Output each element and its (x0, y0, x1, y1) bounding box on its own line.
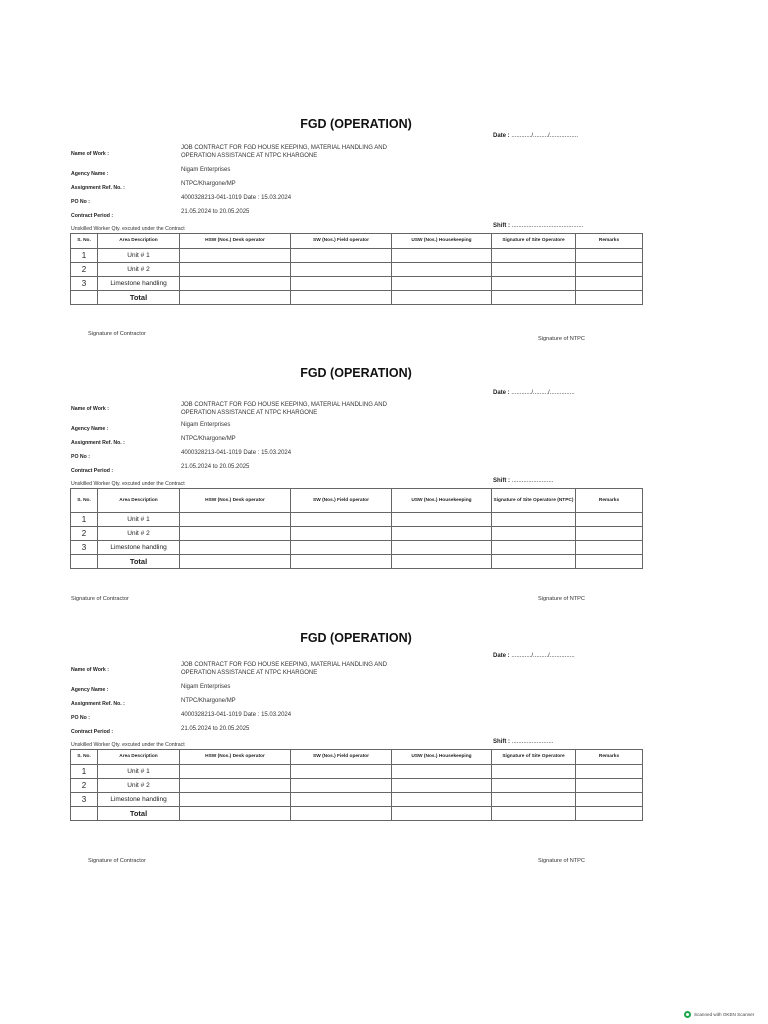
form-title: FGD (OPERATION) (300, 366, 412, 380)
row-sno: 1 (71, 249, 98, 263)
name-of-work-label: Name of Work : (71, 667, 109, 673)
po-value: 4000328213-041-1019 Date : 15.03.2024 (181, 712, 292, 718)
name-of-work-label: Name of Work : (71, 151, 109, 157)
hsw-cell[interactable] (180, 277, 291, 291)
signature-ntpc: Signature of NTPC (538, 336, 585, 342)
row-area: Limestone handling (98, 541, 180, 555)
table-row (71, 263, 643, 277)
table-row (71, 765, 643, 779)
row-area: Unit # 1 (98, 513, 180, 527)
header-sw: SW (Nos.) Field operator (291, 234, 392, 249)
period-value: 21.05.2024 to 20.05.2025 (181, 726, 250, 732)
row-area: Limestone handling (98, 277, 180, 291)
total-label: Total (98, 555, 180, 569)
shift-field (493, 223, 583, 229)
header-sign: Signature of Site Operatore (NTPC) (492, 489, 576, 513)
table-row (71, 249, 643, 263)
shift-label: Shift : (493, 739, 510, 745)
header-area: Area Description (98, 234, 180, 249)
usw-cell[interactable] (392, 513, 492, 527)
total-label: Total (98, 807, 180, 821)
header-remarks: Remarks (576, 234, 643, 249)
signature-ntpc: Signature of NTPC (538, 596, 585, 602)
signature-ntpc: Signature of NTPC (538, 858, 585, 864)
period-value: 21.05.2024 to 20.05.2025 (181, 209, 250, 215)
period-label: Contract Period : (71, 729, 114, 735)
remarks-total-cell[interactable] (576, 291, 643, 305)
sw-cell[interactable] (291, 541, 392, 555)
period-label: Contract Period : (71, 468, 114, 474)
total-blank (71, 555, 98, 569)
total-blank (71, 291, 98, 305)
unskilled-note: Unskilled Worker Qty. excuted under the Contract (71, 481, 185, 487)
sign-cell[interactable] (492, 793, 576, 807)
header-sign: Signature of Site Operatore (492, 234, 576, 249)
shift-blank: ......................... (511, 478, 554, 484)
name-of-work-line-2: OPERATION ASSISTANCE AT NTPC KHARGONE (181, 669, 318, 676)
shift-label: Shift : (493, 478, 510, 484)
shift-field (493, 739, 553, 745)
po-label: PO No : (71, 199, 91, 205)
sw-cell[interactable] (291, 513, 392, 527)
agency-label: Agency Name : (71, 426, 109, 432)
sw-cell[interactable] (291, 527, 392, 541)
table-row (71, 277, 643, 291)
row-sno: 2 (71, 527, 98, 541)
sw-total-cell[interactable] (291, 807, 392, 821)
header-hsw: HSW (Nos.) Desk operator (180, 489, 291, 513)
sw-total-cell[interactable] (291, 555, 392, 569)
table-row (71, 793, 643, 807)
sign-cell[interactable] (492, 277, 576, 291)
usw-cell[interactable] (392, 793, 492, 807)
agency-value: Nigam Enterprises (181, 422, 231, 428)
total-blank (71, 807, 98, 821)
scanner-watermark (684, 1011, 754, 1018)
assignment-label: Assignment Ref. No. : (71, 185, 125, 191)
remarks-total-cell[interactable] (576, 555, 643, 569)
sign-total-cell[interactable] (492, 555, 576, 569)
date-blank: ............/........./............... (511, 653, 575, 659)
assignment-value: NTPC/Khargone/MP (181, 436, 236, 442)
table-row (71, 541, 643, 555)
sign-total-cell[interactable] (492, 807, 576, 821)
signature-contractor: Signature of Contractor (71, 596, 129, 602)
sw-total-cell[interactable] (291, 291, 392, 305)
assignment-label: Assignment Ref. No. : (71, 440, 125, 446)
form-title: FGD (OPERATION) (300, 631, 412, 645)
agency-value: Nigam Enterprises (181, 167, 231, 173)
usw-cell[interactable] (392, 541, 492, 555)
remarks-total-cell[interactable] (576, 807, 643, 821)
sw-cell[interactable] (291, 277, 392, 291)
table-row (71, 779, 643, 793)
hsw-cell[interactable] (180, 263, 291, 277)
shift-field (493, 478, 553, 484)
form-title: FGD (OPERATION) (300, 117, 412, 131)
worker-table (70, 233, 643, 305)
period-value: 21.05.2024 to 20.05.2025 (181, 464, 250, 470)
row-area: Limestone handling (98, 793, 180, 807)
row-area: Unit # 1 (98, 249, 180, 263)
row-sno: 3 (71, 541, 98, 555)
name-of-work-value (181, 662, 387, 677)
header-area: Area Description (98, 489, 180, 513)
hsw-cell[interactable] (180, 249, 291, 263)
usw-total-cell[interactable] (392, 807, 492, 821)
hsw-cell[interactable] (180, 765, 291, 779)
total-row (71, 807, 643, 821)
date-field (493, 390, 575, 396)
sign-cell[interactable] (492, 249, 576, 263)
scanner-text: Scanned with OKEN Scanner (694, 1012, 755, 1017)
signature-contractor: Signature of Contractor (88, 858, 146, 864)
sign-total-cell[interactable] (492, 291, 576, 305)
hsw-cell[interactable] (180, 779, 291, 793)
table-row (71, 513, 643, 527)
date-label: Date : (493, 133, 510, 139)
period-label: Contract Period : (71, 213, 114, 219)
header-sno: S. No. (71, 234, 98, 249)
row-area: Unit # 2 (98, 263, 180, 277)
sw-cell[interactable] (291, 263, 392, 277)
header-area: Area Description (98, 750, 180, 765)
row-area: Unit # 2 (98, 779, 180, 793)
name-of-work-line-1: JOB CONTRACT FOR FGD HOUSE KEEPING, MATERIAL HANDLING AND (181, 402, 387, 408)
sign-cell[interactable] (492, 779, 576, 793)
usw-cell[interactable] (392, 263, 492, 277)
remarks-cell[interactable] (576, 541, 643, 555)
header-usw: USW (Nos.) Housekeeping (392, 489, 492, 513)
header-sw: SW (Nos.) Field operator (291, 750, 392, 765)
header-usw: USW (Nos.) Housekeeping (392, 234, 492, 249)
name-of-work-line-2: OPERATION ASSISTANCE AT NTPC KHARGONE (181, 409, 318, 416)
usw-cell[interactable] (392, 765, 492, 779)
header-sno: S. No. (71, 489, 98, 513)
unskilled-note: Unskilled Worker Qty. excuted under the Contract (71, 226, 185, 232)
po-label: PO No : (71, 454, 91, 460)
hsw-cell[interactable] (180, 541, 291, 555)
hsw-cell[interactable] (180, 527, 291, 541)
row-sno: 1 (71, 513, 98, 527)
assignment-value: NTPC/Khargone/MP (181, 698, 236, 704)
remarks-cell[interactable] (576, 249, 643, 263)
row-sno: 3 (71, 277, 98, 291)
worker-table (70, 749, 643, 821)
usw-cell[interactable] (392, 527, 492, 541)
assignment-label: Assignment Ref. No. : (71, 701, 125, 707)
total-label: Total (98, 291, 180, 305)
header-sno: S. No. (71, 750, 98, 765)
remarks-cell[interactable] (576, 277, 643, 291)
sign-cell[interactable] (492, 541, 576, 555)
usw-cell[interactable] (392, 277, 492, 291)
usw-total-cell[interactable] (392, 555, 492, 569)
scanner-logo-icon (684, 1011, 691, 1018)
hsw-total-cell[interactable] (180, 555, 291, 569)
po-value: 4000328213-041-1019 Date : 15.03.2024 (181, 195, 292, 201)
row-sno: 2 (71, 779, 98, 793)
header-remarks: Remarks (576, 489, 643, 513)
agency-label: Agency Name : (71, 171, 109, 177)
unskilled-note: Unskilled Worker Qty. excuted under the Contract (71, 742, 185, 748)
header-remarks: Remarks (576, 750, 643, 765)
worker-table (70, 488, 643, 569)
shift-label: Shift : (493, 223, 510, 229)
remarks-cell[interactable] (576, 765, 643, 779)
row-area: Unit # 1 (98, 765, 180, 779)
po-label: PO No : (71, 715, 91, 721)
name-of-work-line-2: OPERATION ASSISTANCE AT NTPC KHARGONE (181, 152, 318, 159)
po-value: 4000328213-041-1019 Date : 15.03.2024 (181, 450, 292, 456)
header-usw: USW (Nos.) Housekeeping (392, 750, 492, 765)
signature-contractor: Signature of Contractor (88, 331, 146, 337)
remarks-cell[interactable] (576, 263, 643, 277)
table-row (71, 527, 643, 541)
sign-cell[interactable] (492, 263, 576, 277)
hsw-total-cell[interactable] (180, 807, 291, 821)
row-area: Unit # 2 (98, 527, 180, 541)
name-of-work-value (181, 145, 387, 160)
name-of-work-line-1: JOB CONTRACT FOR FGD HOUSE KEEPING, MATERIAL HANDLING AND (181, 662, 387, 668)
usw-total-cell[interactable] (392, 291, 492, 305)
name-of-work-value (181, 402, 387, 417)
header-hsw: HSW (Nos.) Desk operator (180, 234, 291, 249)
usw-cell[interactable] (392, 779, 492, 793)
name-of-work-label: Name of Work : (71, 406, 109, 412)
row-sno: 2 (71, 263, 98, 277)
row-sno: 1 (71, 765, 98, 779)
date-blank: ............/........./............... (511, 390, 575, 396)
usw-cell[interactable] (392, 249, 492, 263)
sign-cell[interactable] (492, 765, 576, 779)
hsw-total-cell[interactable] (180, 291, 291, 305)
shift-blank: ........................................... (511, 223, 584, 229)
sign-cell[interactable] (492, 527, 576, 541)
assignment-value: NTPC/Khargone/MP (181, 181, 236, 187)
remarks-cell[interactable] (576, 513, 643, 527)
header-hsw: HSW (Nos.) Desk operator (180, 750, 291, 765)
name-of-work-line-1: JOB CONTRACT FOR FGD HOUSE KEEPING, MATERIAL HANDLING AND (181, 145, 387, 151)
date-field (493, 653, 575, 659)
date-blank: ............/........./................. (511, 133, 579, 139)
remarks-cell[interactable] (576, 527, 643, 541)
remarks-cell[interactable] (576, 793, 643, 807)
agency-value: Nigam Enterprises (181, 684, 231, 690)
date-label: Date : (493, 653, 510, 659)
sw-cell[interactable] (291, 779, 392, 793)
date-field (493, 133, 578, 139)
sw-cell[interactable] (291, 793, 392, 807)
sw-cell[interactable] (291, 765, 392, 779)
shift-blank: ......................... (511, 739, 554, 745)
total-row (71, 555, 643, 569)
hsw-cell[interactable] (180, 793, 291, 807)
sign-cell[interactable] (492, 513, 576, 527)
hsw-cell[interactable] (180, 513, 291, 527)
agency-label: Agency Name : (71, 687, 109, 693)
sw-cell[interactable] (291, 249, 392, 263)
date-label: Date : (493, 390, 510, 396)
row-sno: 3 (71, 793, 98, 807)
header-sw: SW (Nos.) Field operator (291, 489, 392, 513)
total-row (71, 291, 643, 305)
remarks-cell[interactable] (576, 779, 643, 793)
header-sign: Signature of Site Operatore (492, 750, 576, 765)
